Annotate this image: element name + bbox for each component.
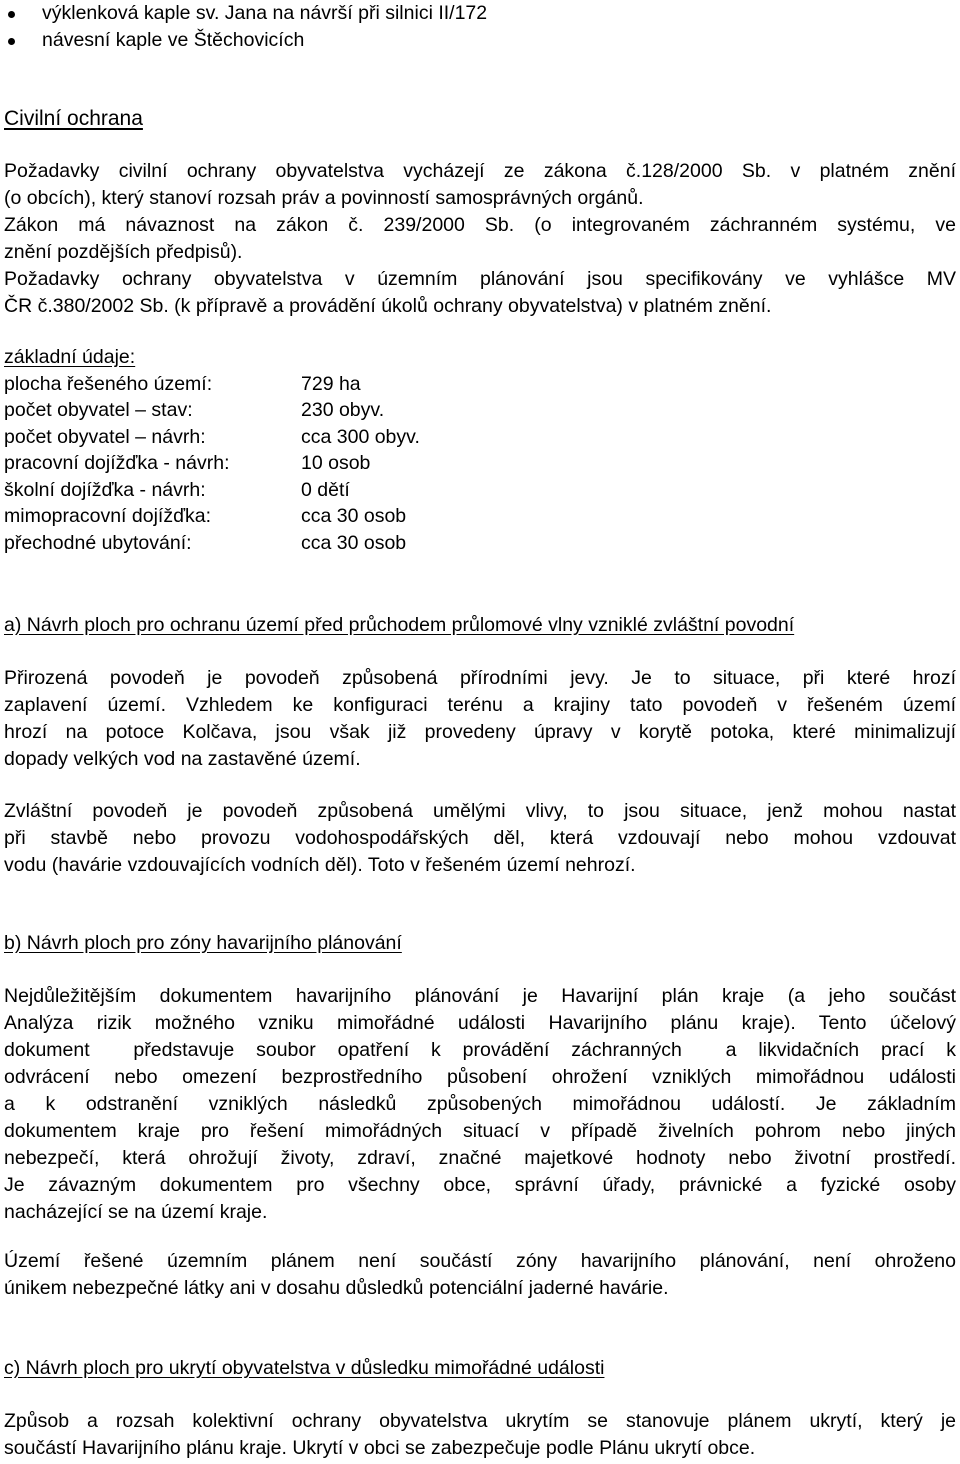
text-line: Požadavky civilní ochrany obyvatelstva vycházejí ze zákona č.128/2000 Sb. v platném znění [4, 160, 956, 182]
civil-paragraph [4, 158, 956, 320]
data-row: školní dojížďka - návrh: 0 dětí [4, 478, 350, 501]
text-line: Způsob a rozsah kolektivní ochrany obyvatelstva ukrytím se stanovuje plánem ukrytí, který je [4, 1410, 956, 1432]
data-row: mimopracovní dojížďka: cca 30 osob [4, 505, 407, 527]
text-line: ČR č.380/2002 Sb. (k přípravě a provádění úkolů ochrany obyvatelstva) v platném znění. [4, 295, 772, 317]
text-line: hrozí na potoce Kolčava, jsou však již provedeny úpravy v korytě potoka, které minimalizují [4, 721, 956, 743]
text-line: znění pozdějších předpisů). [4, 241, 243, 263]
text-line: při stavbě nebo provozu vodohospodářských děl, která vzdouvají nebo mohou vzdouvat [4, 827, 956, 849]
text-line: Území řešené územním plánem není součástí zóny havarijního plánování, není ohroženo [4, 1250, 956, 1272]
section-b-heading: b) Návrh ploch pro zóny havarijního plánování [4, 932, 402, 954]
section-c-paragraph [4, 1408, 956, 1462]
text-line: zaplavení území. Vzhledem ke konfiguraci terénu a krajiny tato povodeň v řešeném území [4, 694, 956, 716]
section-b-paragraph-2 [4, 1248, 956, 1302]
section-c-heading: c) Návrh ploch pro ukrytí obyvatelstva v důsledku mimořádné události [4, 1357, 605, 1379]
section-b-paragraph-1 [4, 983, 956, 1226]
text-line: dokument představuje soubor opatření k provádění záchranných a likvidačních prací k [4, 1039, 956, 1061]
text-line: Přirozená povodeň je povodeň způsobená přírodními jevy. Je to situace, při které hrozí [4, 667, 956, 689]
text-line: a k odstranění vzniklých následků způsobených mimořádnou událostí. Je základním [4, 1093, 956, 1115]
bullet-icon [8, 38, 15, 45]
text-line: nacházející se na území kraje. [4, 1201, 268, 1223]
text-line: (o obcích), který stanoví rozsah práv a povinností samosprávných orgánů. [4, 187, 644, 209]
text-line: Požadavky ochrany obyvatelstva v územním plánování jsou specifikovány ve vyhlášce MV [4, 268, 956, 290]
text-line: Nejdůležitějším dokumentem havarijního plánování je Havarijní plán kraje (a jeho součást [4, 985, 956, 1007]
text-line: Analýza rizik možného vzniku mimořádné události Havarijního plánu kraje). Tento účelový [4, 1012, 956, 1034]
chapel-list [4, 0, 487, 54]
text-line: Zákon má návaznost na zákon č. 239/2000 Sb. (o integrovaném záchranném systému, ve [4, 214, 956, 236]
text-line: Je závazným dokumentem pro všechny obce, správní úřady, právnické a fyzické osoby [4, 1174, 956, 1196]
data-row: plocha řešeného území: 729 ha [4, 372, 361, 395]
text-line: dokumentem kraje pro řešení mimořádných situací v případě živelních pohrom nebo jiných [4, 1120, 956, 1142]
section-a-paragraph-2 [4, 798, 956, 879]
section-a-heading: a) Návrh ploch pro ochranu území před průchodem průlomové vlny vzniklé zvláštní povodní [4, 614, 795, 636]
basic-data [4, 344, 604, 556]
data-row: pracovní dojížďka - návrh: 10 osob [4, 452, 371, 474]
text-line: Zvláštní povodeň je povodeň způsobená umělými vlivy, to jsou situace, jenž mohou nastat [4, 800, 956, 822]
data-row: počet obyvatel – návrh: cca 300 obyv. [4, 425, 420, 448]
text-line: dopady velkých vod na zastavěné území. [4, 748, 361, 770]
basic-data-heading: základní údaje: [4, 346, 136, 368]
text-line: součástí Havarijního plánu kraje. Ukrytí v obci se zabezpečuje podle Plánu ukrytí obce. [4, 1437, 756, 1459]
list-item: výklenková kaple sv. Jana na návrší při silnici II/172 [4, 0, 487, 27]
list-item: návesní kaple ve Štěchovicích [4, 27, 487, 54]
bullet-icon [8, 11, 15, 18]
text-line: vodu (havárie vzdouvajících vodních děl). Toto v řešeném území nehrozí. [4, 854, 636, 876]
section-a-paragraph-1 [4, 665, 956, 773]
text-line: nebezpečí, která ohrožují životy, zdraví, značné majetkové hodnoty nebo životní prostředí. [4, 1147, 956, 1169]
text-line: odvrácení nebo omezení bezprostředního působení ohrožení vzniklých mimořádnou události [4, 1066, 956, 1088]
civil-heading: Civilní ochrana [4, 107, 143, 130]
data-row: počet obyvatel – stav: 230 obyv. [4, 399, 385, 421]
text-line: únikem nebezpečné látky ani v dosahu důsledků potenciální jaderné havárie. [4, 1277, 669, 1299]
data-row: přechodné ubytování: cca 30 osob [4, 531, 407, 554]
